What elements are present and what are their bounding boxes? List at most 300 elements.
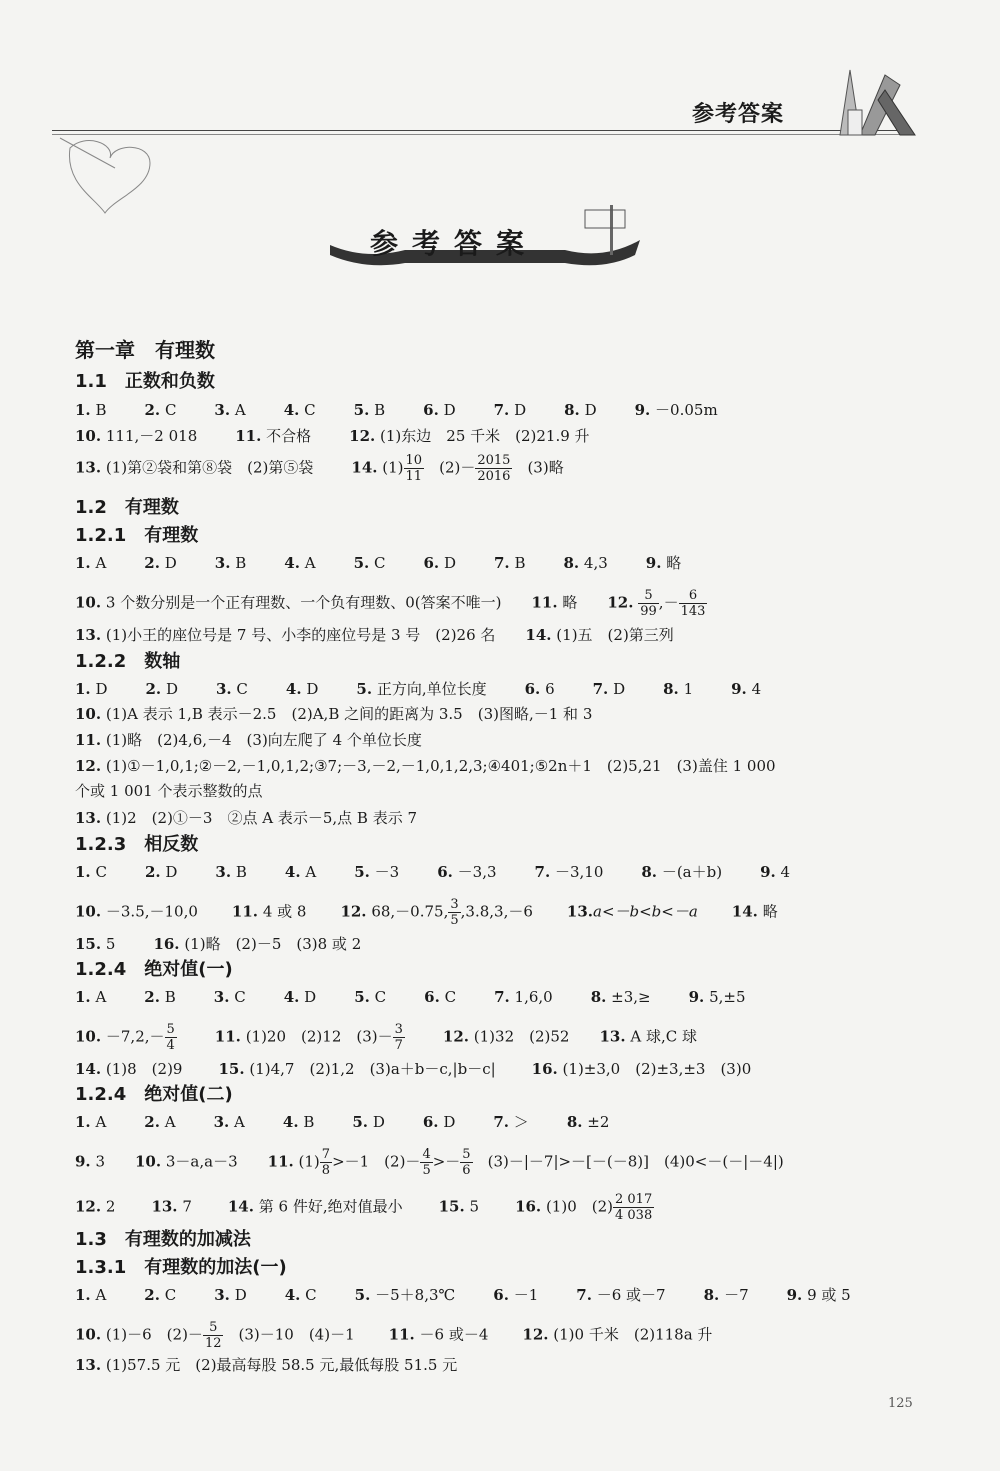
question-number: 1. <box>75 554 91 572</box>
answer-text: －6 或－4 <box>419 1325 489 1344</box>
answer-text: (1)±3,0 (2)±3,±3 (3)0 <box>562 1060 752 1078</box>
question-number: 14. <box>351 458 378 477</box>
denominator: 6 <box>462 1163 471 1178</box>
numerator: 2 017 <box>615 1192 653 1207</box>
answer-row <box>75 1059 751 1079</box>
answer-text: D <box>165 680 178 698</box>
answer-text: (1)略 (2)－5 (3)8 或 2 <box>184 935 362 953</box>
answer-text: －3,3 <box>457 863 497 881</box>
answer-item <box>535 862 604 882</box>
denominator: 4 <box>166 1038 175 1053</box>
fraction <box>393 1022 405 1053</box>
fraction <box>613 1192 654 1223</box>
question-number: 14. <box>731 902 758 921</box>
answer-row <box>75 1285 889 1305</box>
answer-text: C <box>374 988 387 1006</box>
question-number: 13. <box>566 902 593 921</box>
question-number: 3. <box>215 680 232 698</box>
answer-item <box>356 679 486 699</box>
answer-text: C <box>164 401 177 419</box>
question-number: 13. <box>75 809 102 827</box>
answer-text: 5 <box>105 935 116 953</box>
answer-text: C <box>305 1286 317 1304</box>
answer-row <box>75 730 422 750</box>
answer-item <box>144 1112 175 1132</box>
section-title: 1.2.3 相反数 <box>75 834 199 855</box>
question-number: 1. <box>75 863 91 881</box>
answer-item <box>144 1285 176 1305</box>
answer-text: ±3,≥ <box>611 988 651 1006</box>
question-number: 16. <box>515 1197 542 1216</box>
question-number: 3. <box>213 988 230 1006</box>
answer-item <box>423 1112 455 1132</box>
answer-item <box>144 400 176 420</box>
answer-text: －7 <box>724 1286 749 1304</box>
question-number: 10. <box>75 902 102 921</box>
question-number: 1. <box>75 1286 91 1304</box>
numerator: 5 <box>166 1022 175 1037</box>
answer-row <box>75 1355 457 1375</box>
answer-text: B <box>235 863 247 881</box>
answer-text: C <box>374 554 386 572</box>
numerator: 5 <box>462 1147 471 1162</box>
answer-text: A <box>95 988 107 1006</box>
answer-item <box>75 679 107 699</box>
denominator: 7 <box>394 1038 403 1053</box>
answer-item <box>144 987 175 1007</box>
answer-item <box>591 987 651 1007</box>
question-number: 4. <box>284 1286 301 1304</box>
question-number: 1. <box>75 1113 91 1131</box>
answer-text: (1)略 (2)4,6,－4 (3)向左爬了 4 个单位长度 <box>105 731 422 749</box>
question-number: 5. <box>356 680 373 698</box>
answer-text: (1)－6 (2)－ <box>105 1325 203 1344</box>
answer-text: (1)32 (2)52 <box>473 1027 570 1046</box>
question-number: 12. <box>607 593 634 612</box>
section-title: 1.3 有理数的加减法 <box>75 1229 251 1250</box>
question-number: 9. <box>786 1286 803 1304</box>
question-number: 8. <box>590 988 607 1006</box>
answer-text: (1)小王的座位号是 7 号、小李的座位号是 3 号 (2)26 名 <box>105 626 496 644</box>
question-number: 7. <box>494 988 510 1006</box>
question-number: 2. <box>144 401 161 419</box>
question-number: 10. <box>75 427 102 445</box>
answer-row <box>75 897 778 928</box>
answer-item <box>214 1285 246 1305</box>
question-number: 7. <box>493 401 510 419</box>
question-number: 1. <box>75 680 91 698</box>
fraction <box>638 588 659 619</box>
answer-text: 3－a,a－3 <box>165 1152 238 1171</box>
section-title: 1.1 正数和负数 <box>75 371 215 392</box>
answer-item <box>75 1285 106 1305</box>
answer-item <box>593 679 625 699</box>
question-number: 3. <box>215 863 232 881</box>
section-title: 1.2.4 绝对值(二) <box>75 1084 233 1105</box>
question-number: 6. <box>424 988 440 1006</box>
question-number: 15. <box>438 1197 465 1216</box>
question-number: 11. <box>231 902 259 921</box>
answer-row <box>75 704 592 724</box>
answer-text: 4,3 <box>583 554 608 572</box>
answer-row <box>75 934 361 954</box>
answer-row-continuation: 个或 1 001 个表示整数的点 <box>75 782 263 800</box>
chapter-title: 第一章 有理数 <box>75 338 215 362</box>
answer-text: 3 <box>95 1152 105 1171</box>
denominator: 11 <box>405 469 423 484</box>
answer-text: (1)2 (2)①－3 ②点 A 表示－5,点 B 表示 7 <box>105 809 418 827</box>
answer-text: 7 <box>182 1197 192 1216</box>
denominator: 12 <box>204 1336 222 1351</box>
answer-text: D <box>514 401 527 419</box>
question-number: 3. <box>213 1113 230 1131</box>
fraction <box>679 588 708 619</box>
question-number: 12. <box>522 1325 549 1344</box>
question-number: 16. <box>531 1060 558 1078</box>
answer-text: 3 个数分别是一个正有理数、一个负有理数、0(答案不唯一) <box>105 593 502 612</box>
numerator: 6 <box>679 588 708 604</box>
question-number: 10. <box>75 1027 102 1046</box>
answer-row <box>75 808 417 828</box>
answer-text: C <box>95 863 107 881</box>
answer-text: 5 <box>469 1197 480 1216</box>
question-number: 5. <box>354 1286 371 1304</box>
question-number: 6. <box>437 863 453 881</box>
question-number: 4. <box>285 680 302 698</box>
answer-item <box>437 862 496 882</box>
answer-text: D <box>443 1113 456 1131</box>
answer-text: D <box>165 863 178 881</box>
answer-text: (1)4,7 (2)1,2 (3)a＋b－c,|b－c| <box>249 1060 496 1078</box>
answer-text: B <box>303 1113 315 1131</box>
question-number: 6. <box>423 554 440 572</box>
fraction <box>320 1147 332 1178</box>
answer-text: A <box>95 1113 107 1131</box>
question-number: 14. <box>525 626 552 644</box>
running-title: 参考答案 <box>692 101 785 127</box>
answer-text: (3)－10 (4)－1 <box>238 1325 355 1344</box>
question-number: 8. <box>566 1113 583 1131</box>
answer-text: D <box>95 680 108 698</box>
section-title: 1.2 有理数 <box>75 497 179 518</box>
answer-row <box>75 1112 647 1132</box>
answer-text: (1)20 (2)12 (3)－ <box>245 1027 393 1046</box>
question-number: 9. <box>634 401 651 419</box>
answer-text: A 球,C 球 <box>630 1027 697 1046</box>
answer-item <box>215 862 246 882</box>
answer-item <box>424 987 456 1007</box>
answer-item <box>354 862 399 882</box>
answer-item <box>214 400 245 420</box>
answer-text: (3)－|－7|>－[－(－8)] (4)0<－(－|－4|) <box>487 1152 784 1171</box>
answer-item <box>787 1285 851 1305</box>
question-number: 4. <box>283 988 300 1006</box>
question-number: 7. <box>592 680 609 698</box>
question-number: 7. <box>576 1286 592 1304</box>
heart-stamp-icon <box>55 128 165 218</box>
section-title: 1.2.4 绝对值(一) <box>75 959 233 980</box>
answer-row <box>75 625 674 645</box>
answer-text: (1)8 (2)9 <box>105 1060 183 1078</box>
question-number: 4. <box>284 554 300 572</box>
answer-item <box>704 1285 749 1305</box>
answer-text: －(a＋b) <box>661 863 723 881</box>
answer-text: －1 <box>513 1286 539 1304</box>
answer-text: A <box>234 401 246 419</box>
answer-item <box>285 862 316 882</box>
answer-item <box>494 553 525 573</box>
answer-row <box>75 679 799 699</box>
question-number: 10. <box>75 705 102 723</box>
answer-row <box>75 553 719 573</box>
question-number: 7. <box>493 1113 510 1131</box>
answer-text: (1)五 (2)第三列 <box>556 626 674 644</box>
fraction <box>475 453 512 484</box>
answer-item <box>494 987 553 1007</box>
answer-item <box>525 679 555 699</box>
answer-text: 4 <box>780 863 791 881</box>
answer-text: 第 6 件好,绝对值最小 <box>258 1197 403 1216</box>
question-number: 2. <box>144 863 161 881</box>
answer-row <box>75 756 776 776</box>
answer-text: 6 <box>545 680 555 698</box>
answer-item <box>423 400 455 420</box>
question-number: 3. <box>214 1286 230 1304</box>
answer-text: D <box>306 680 319 698</box>
answer-item <box>760 862 790 882</box>
answer-item <box>355 1285 456 1305</box>
answer-item <box>663 679 693 699</box>
answer-item <box>284 987 316 1007</box>
answer-text: C <box>164 1286 177 1304</box>
answer-text: 2 <box>105 1197 116 1216</box>
question-number: 3. <box>214 554 231 572</box>
answer-text: A <box>164 1113 176 1131</box>
answer-text: A <box>95 554 107 572</box>
question-number: 2. <box>144 1286 160 1304</box>
arrow-decoration-icon <box>830 55 920 140</box>
answer-item <box>145 862 177 882</box>
numerator: 7 <box>321 1147 331 1162</box>
answer-text: 4 或 8 <box>262 902 307 921</box>
question-number: 2. <box>145 680 162 698</box>
question-number: 1. <box>75 988 91 1006</box>
question-number: 10. <box>135 1152 162 1171</box>
answer-text: D <box>613 680 626 698</box>
answer-text: 略 <box>562 593 578 612</box>
answer-text: C <box>304 401 316 419</box>
answer-text: (1)0 (2) <box>545 1197 613 1216</box>
section-title: 1.2.1 有理数 <box>75 525 199 546</box>
answer-item <box>635 400 718 420</box>
answer-text: 9 或 5 <box>807 1286 851 1304</box>
answer-text: A <box>95 1286 107 1304</box>
answer-item <box>493 1112 528 1132</box>
answer-text: A <box>234 1113 245 1131</box>
fraction <box>460 1147 472 1178</box>
answer-text: (1) <box>298 1152 320 1171</box>
question-number: 8. <box>564 401 580 419</box>
denominator: 99 <box>640 604 657 619</box>
answer-text: a<－b<b<－a <box>593 902 698 921</box>
question-number: 8. <box>641 863 658 881</box>
answer-row <box>75 1192 654 1223</box>
answer-item <box>646 553 681 573</box>
question-number: 11. <box>75 731 102 749</box>
answer-text: 4 <box>751 680 762 698</box>
answer-item <box>494 400 526 420</box>
answer-text: ,3.8,3,－6 <box>460 902 533 921</box>
question-number: 4. <box>284 863 301 881</box>
answer-item <box>641 862 722 882</box>
answer-text: B <box>164 988 176 1006</box>
denominator: 5 <box>450 913 459 928</box>
denominator: 5 <box>422 1163 431 1178</box>
answer-text: 1 <box>683 680 694 698</box>
answer-item <box>576 1285 665 1305</box>
answer-item <box>354 553 386 573</box>
denominator: 2016 <box>477 469 511 484</box>
answer-text: (1)0 千米 (2)118a 升 <box>553 1325 713 1344</box>
question-number: 6. <box>422 1113 439 1131</box>
answer-item <box>354 987 386 1007</box>
answer-item <box>284 400 316 420</box>
answer-text: －6 或－7 <box>596 1286 666 1304</box>
question-number: 4. <box>283 401 300 419</box>
answer-text: D <box>304 988 317 1006</box>
answer-item <box>563 553 607 573</box>
answer-item <box>285 1285 317 1305</box>
answer-text: C <box>444 988 457 1006</box>
answer-item <box>145 679 177 699</box>
answer-item <box>286 679 318 699</box>
section-title: 1.2.2 数轴 <box>75 651 181 672</box>
answer-item <box>354 400 385 420</box>
answer-text: (1)A 表示 1,B 表示－2.5 (2)A,B 之间的距离为 3.5 (3)图略,－1 和 3 <box>105 705 593 723</box>
question-number: 5. <box>353 401 370 419</box>
answer-text: (1)东边 25 千米 (2)21.9 升 <box>380 427 590 445</box>
answer-text: ±2 <box>587 1113 610 1131</box>
answer-item <box>215 553 246 573</box>
answer-row <box>75 400 756 420</box>
answer-text: 68,－0.75, <box>371 902 449 921</box>
fraction <box>165 1022 177 1053</box>
denominator: 8 <box>321 1163 331 1178</box>
question-number: 14. <box>75 1060 102 1078</box>
question-number: 13. <box>151 1197 178 1216</box>
question-number: 2. <box>144 988 160 1006</box>
question-number: 10. <box>75 1325 102 1344</box>
numerator: 3 <box>394 1022 403 1037</box>
denominator: 143 <box>680 604 706 619</box>
answer-text: (1)第②袋和第⑧袋 (2)第⑤袋 <box>105 458 314 477</box>
question-number: 16. <box>153 935 180 953</box>
question-number: 4. <box>282 1113 299 1131</box>
question-number: 8. <box>563 554 580 572</box>
question-number: 9. <box>645 554 662 572</box>
answer-item <box>214 987 246 1007</box>
answer-item <box>731 679 761 699</box>
question-number: 10. <box>75 593 102 612</box>
question-number: 11. <box>214 1027 241 1046</box>
answer-text: 略 <box>762 902 778 921</box>
question-number: 12. <box>75 757 102 775</box>
section-title: 1.3.1 有理数的加法(一) <box>75 1257 287 1278</box>
question-number: 5. <box>354 988 370 1006</box>
answer-text: >－ <box>432 1152 461 1171</box>
question-number: 12. <box>349 427 376 445</box>
answer-item <box>424 553 456 573</box>
page-number: 125 <box>888 1396 913 1411</box>
question-number: 2. <box>144 1113 160 1131</box>
answer-text: ＞ <box>513 1113 529 1131</box>
answer-text: A <box>304 554 316 572</box>
answer-text: D <box>164 554 177 572</box>
answer-text: －3 <box>374 863 400 881</box>
question-number: 7. <box>493 554 510 572</box>
answer-text: －7,2,－ <box>105 1027 165 1046</box>
answer-text: A <box>305 863 317 881</box>
answer-row <box>75 1320 712 1351</box>
question-number: 12. <box>75 1197 102 1216</box>
answer-item <box>216 679 248 699</box>
answer-item <box>689 987 746 1007</box>
answer-text: (1)①－1,0,1;②－2,－1,0,1,2;③7;－3,－2,－1,0,1,2,3;④401;⑤2n＋1 (2)5,21 (3)盖住 1 000 <box>105 757 776 775</box>
answer-text: D <box>372 1113 385 1131</box>
answer-item <box>75 862 107 882</box>
numerator: 3 <box>450 897 459 912</box>
numerator: 2015 <box>477 453 511 468</box>
answer-item <box>567 1112 610 1132</box>
question-number: 5. <box>354 863 370 881</box>
answer-item <box>283 1112 314 1132</box>
question-number: 12. <box>442 1027 469 1046</box>
question-number: 15. <box>75 935 102 953</box>
answer-text: D <box>584 401 597 419</box>
answer-text: (1)57.5 元 (2)最高每股 58.5 元,最低每股 51.5 元 <box>105 1356 458 1374</box>
answer-text: －0.05m <box>655 401 718 419</box>
answer-text: (1) <box>382 458 404 477</box>
question-number: 1. <box>75 401 91 419</box>
question-number: 9. <box>731 680 747 698</box>
answer-item <box>144 553 176 573</box>
answer-text: －5＋8,3℃ <box>375 1286 456 1304</box>
answer-row <box>75 1022 697 1053</box>
answer-text: D <box>234 1286 247 1304</box>
question-number: 6. <box>423 401 439 419</box>
header-rule <box>52 130 912 135</box>
answer-text: >－1 (2)－ <box>332 1152 421 1171</box>
question-number: 14. <box>227 1197 254 1216</box>
answer-text: 略 <box>666 554 682 572</box>
answer-item <box>564 400 596 420</box>
question-number: 13. <box>75 626 102 644</box>
answer-item <box>75 1112 106 1132</box>
answer-text: C <box>236 680 248 698</box>
answer-text: 1,6,0 <box>514 988 553 1006</box>
answer-text: 正方向,单位长度 <box>376 680 487 698</box>
answer-text: 5,±5 <box>709 988 746 1006</box>
question-number: 11. <box>388 1325 415 1344</box>
question-number: 11. <box>267 1152 294 1171</box>
question-number: 11. <box>531 593 558 612</box>
question-number: 13. <box>75 1356 102 1374</box>
denominator: 4 038 <box>615 1208 653 1223</box>
question-number: 9. <box>75 1152 91 1171</box>
question-number: 5. <box>353 554 370 572</box>
answer-row <box>75 453 564 484</box>
answer-item <box>75 553 106 573</box>
